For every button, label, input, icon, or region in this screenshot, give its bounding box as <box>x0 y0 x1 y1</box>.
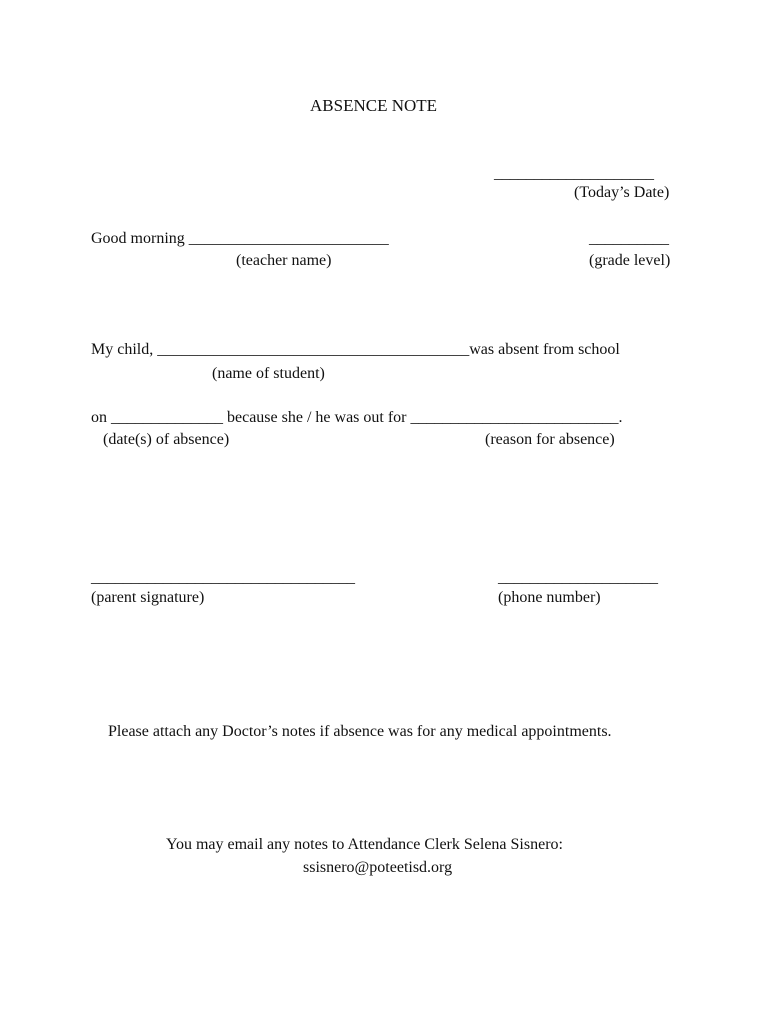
phone-number-line[interactable]: ____________________ <box>498 569 658 586</box>
teacher-name-label: (teacher name) <box>236 252 332 269</box>
parent-signature-label: (parent signature) <box>91 589 205 606</box>
greeting-teacher-line[interactable]: Good morning _________________________ <box>91 230 389 247</box>
student-name-label: (name of student) <box>212 365 325 382</box>
parent-signature-line[interactable]: _________________________________ <box>91 569 355 586</box>
doctor-notes-instruction: Please attach any Doctor’s notes if absence was for any medical appointments. <box>108 723 612 740</box>
contact-instruction: You may email any notes to Attendance Clerk Selena Sisnero: <box>166 836 563 853</box>
absence-details-line[interactable]: on ______________ because she / he was out for __________________________. <box>91 409 623 426</box>
todays-date-line[interactable]: ____________________ <box>494 165 654 182</box>
grade-level-line[interactable]: __________ <box>589 230 669 247</box>
contact-email[interactable]: ssisnero@poteetisd.org <box>303 859 453 876</box>
absence-reason-label: (reason for absence) <box>485 431 615 448</box>
phone-number-label: (phone number) <box>498 589 601 606</box>
student-name-line[interactable]: My child, _______________________________________was absent from school <box>91 341 620 358</box>
grade-level-label: (grade level) <box>589 252 671 269</box>
todays-date-label: (Today’s Date) <box>574 184 670 201</box>
absence-dates-label: (date(s) of absence) <box>103 431 230 448</box>
document-title: ABSENCE NOTE <box>310 96 438 115</box>
